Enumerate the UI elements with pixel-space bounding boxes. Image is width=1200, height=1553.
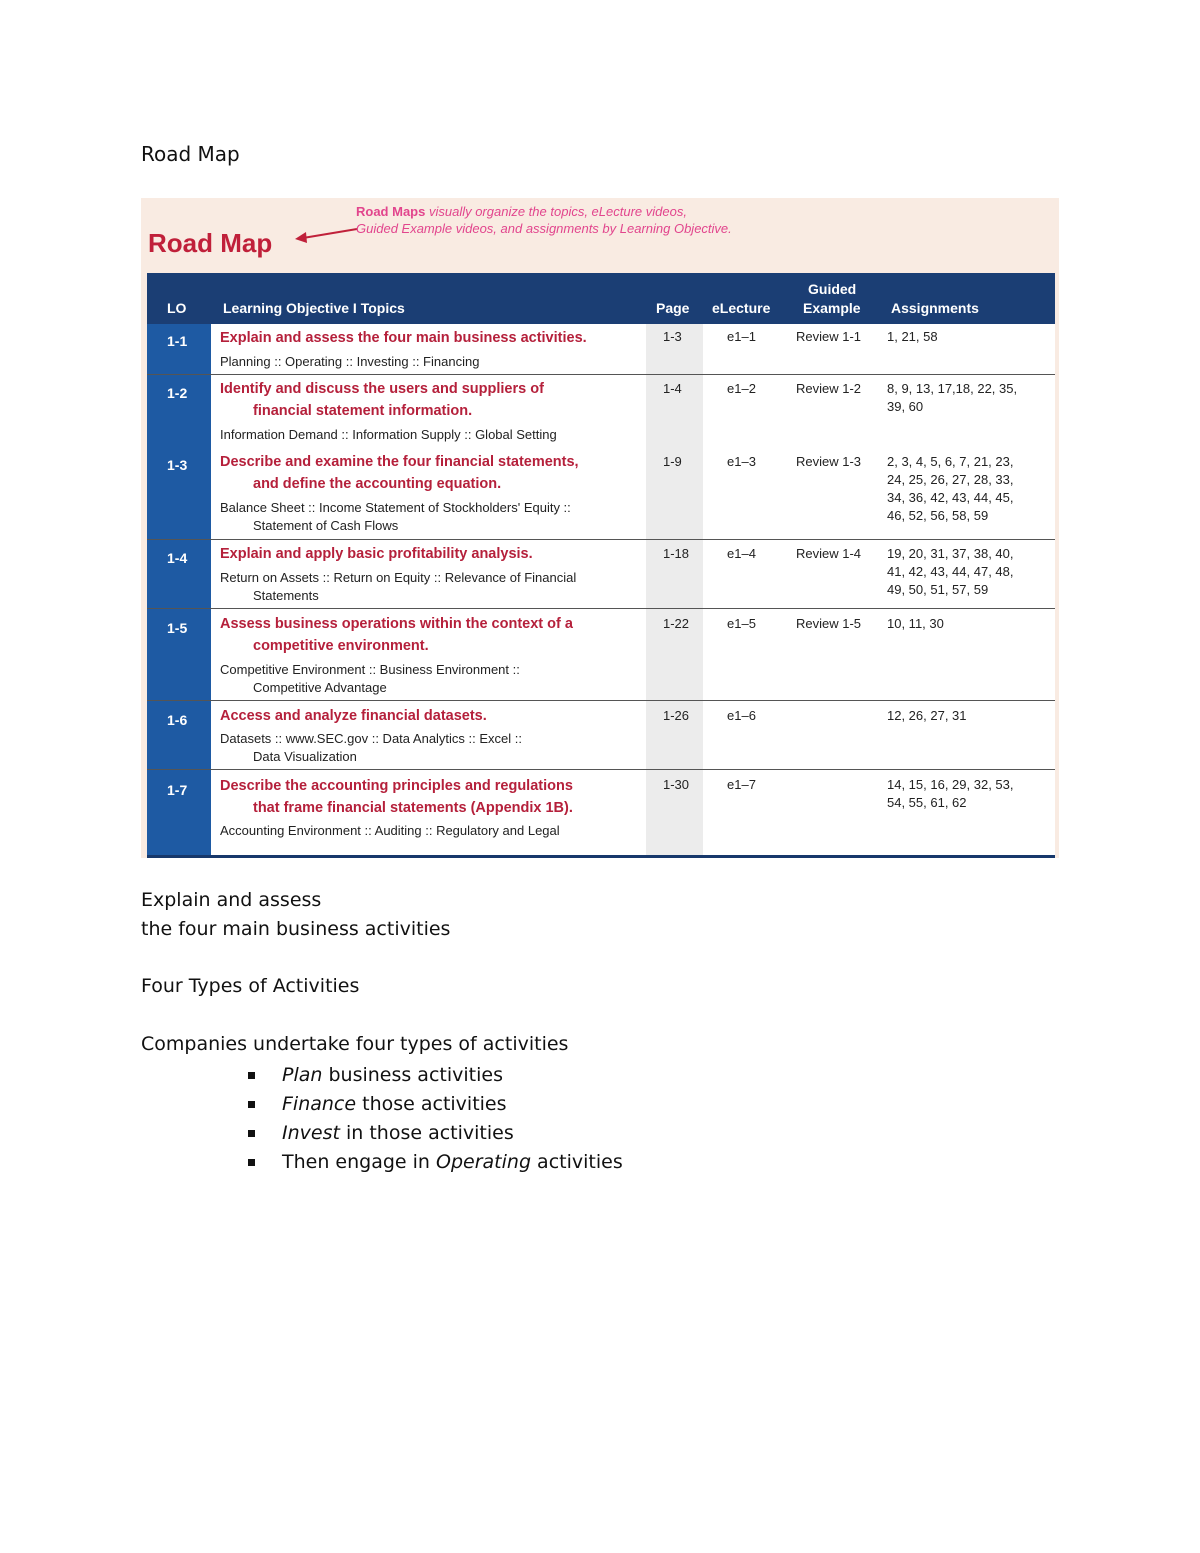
- row-lo: 1-2: [167, 385, 188, 401]
- row-divider: [147, 539, 1055, 540]
- row-assignments: 10, 11, 30: [887, 616, 944, 631]
- row-guided: Review 1-2: [796, 381, 862, 396]
- row-objective: Describe and examine the four financial statements, and define the accounting equation.: [220, 454, 579, 492]
- activity-list: [245, 1061, 623, 1177]
- row-objective: Assess business operations within the context of a competitive environment.: [220, 616, 573, 654]
- bullet-square-icon: [248, 1159, 255, 1166]
- note-subheading: Four Types of Activities: [141, 975, 360, 997]
- row-objective: Explain and assess the four main business activities.: [220, 330, 587, 346]
- row-lo: 1-3: [167, 457, 188, 473]
- bullet-square-icon: [248, 1072, 255, 1079]
- callout-bold: Road Maps: [356, 204, 426, 219]
- row-page: 1-22: [663, 616, 690, 631]
- note-line1: Explain and assess: [141, 889, 322, 911]
- table-header: [147, 273, 1055, 324]
- row-topics: Competitive Environment :: Business Environment :: Competitive Advantage: [220, 662, 520, 695]
- bullet-square-icon: [248, 1130, 255, 1137]
- list-item: Plan business activities: [245, 1061, 623, 1090]
- list-item: Invest in those activities: [245, 1119, 623, 1148]
- row-assignments: 8, 9, 13, 17,18, 22, 35, 39, 60: [887, 381, 1018, 414]
- list-item: Then engage in Operating activities: [245, 1148, 623, 1177]
- row-lo: 1-7: [167, 782, 188, 798]
- row-topics: Balance Sheet :: Income Statement of Stockholders' Equity :: Statement of Cash Flows: [220, 500, 571, 533]
- row-page: 1-3: [663, 329, 682, 344]
- row-lo: 1-5: [167, 620, 188, 636]
- row-topics: Return on Assets :: Return on Equity :: Relevance of Financial Statements: [220, 570, 577, 603]
- row-page: 1-26: [663, 708, 690, 723]
- figure-callout: [356, 203, 856, 237]
- header-page: Page: [656, 300, 690, 316]
- row-assignments: 1, 21, 58: [887, 329, 938, 344]
- bullet-square-icon: [248, 1101, 255, 1108]
- row-objective: Access and analyze financial datasets.: [220, 708, 487, 724]
- row-electure: e1–2: [727, 381, 756, 396]
- note-intro: Companies undertake four types of activities: [141, 1033, 569, 1055]
- row-topics: Datasets :: www.SEC.gov :: Data Analytics :: Excel :: Data Visualization: [220, 731, 523, 764]
- row-page: 1-18: [663, 546, 690, 561]
- header-lo: LO: [167, 300, 187, 316]
- row-divider: [147, 608, 1055, 609]
- row-page: 1-30: [663, 777, 690, 792]
- row-page: 1-4: [663, 381, 682, 396]
- lo-column-bg: [147, 324, 211, 855]
- row-guided: Review 1-1: [796, 329, 862, 344]
- row-electure: e1–3: [727, 454, 756, 469]
- road-map-figure: [141, 198, 1059, 858]
- row-assignments: 12, 26, 27, 31: [887, 708, 967, 723]
- row-page: 1-9: [663, 454, 682, 469]
- road-map-table: [147, 273, 1055, 858]
- row-electure: e1–7: [727, 777, 756, 792]
- callout-line2: Guided Example videos, and assignments by Learning Objective.: [356, 221, 732, 236]
- row-electure: e1–6: [727, 708, 756, 723]
- list-item: Finance those activities: [245, 1090, 623, 1119]
- row-divider: [147, 374, 1055, 375]
- row-lo: 1-4: [167, 550, 188, 566]
- row-lo: 1-1: [167, 333, 188, 349]
- row-divider: [147, 769, 1055, 770]
- callout-arrow-icon: [291, 220, 361, 250]
- row-guided: Review 1-5: [796, 616, 862, 631]
- header-assignments: Assignments: [891, 300, 979, 316]
- row-objective: Explain and apply basic profitability analysis.: [220, 546, 533, 562]
- header-objective: Learning Objective I Topics: [223, 300, 405, 316]
- row-objective: Identify and discuss the users and suppliers of financial statement information.: [220, 381, 544, 419]
- note-line2: the four main business activities: [141, 918, 451, 940]
- row-topics: Accounting Environment :: Auditing :: Regulatory and Legal: [220, 823, 560, 838]
- row-guided: Review 1-4: [796, 546, 862, 561]
- row-divider: [147, 700, 1055, 701]
- row-topics: Information Demand :: Information Supply :: Global Setting: [220, 427, 557, 442]
- row-electure: e1–5: [727, 616, 756, 631]
- figure-title: Road Map: [148, 228, 273, 258]
- row-assignments: 2, 3, 4, 5, 6, 7, 21, 23, 24, 25, 26, 27, 28, 33, 34, 36, 42, 43, 44, 45, 46, 52, 56, 58, 59: [887, 454, 1014, 523]
- page-heading: Road Map: [141, 142, 240, 166]
- row-electure: e1–4: [727, 546, 756, 561]
- row-lo: 1-6: [167, 712, 188, 728]
- row-electure: e1–1: [727, 329, 756, 344]
- row-assignments: 19, 20, 31, 37, 38, 40, 41, 42, 43, 44, 47, 48, 49, 50, 51, 57, 59: [887, 546, 1014, 597]
- header-guided: Guided: [808, 281, 857, 297]
- header-example: Example: [803, 300, 861, 316]
- row-objective: Describe the accounting principles and regulations that frame financial statements (Appendix 1B).: [220, 778, 573, 816]
- header-electure: eLecture: [712, 300, 771, 316]
- row-guided: Review 1-3: [796, 454, 862, 469]
- row-topics: Planning :: Operating :: Investing :: Financing: [220, 354, 480, 369]
- row-assignments: 14, 15, 16, 29, 32, 53, 54, 55, 61, 62: [887, 777, 1014, 810]
- callout-line1: visually organize the topics, eLecture videos,: [428, 204, 687, 219]
